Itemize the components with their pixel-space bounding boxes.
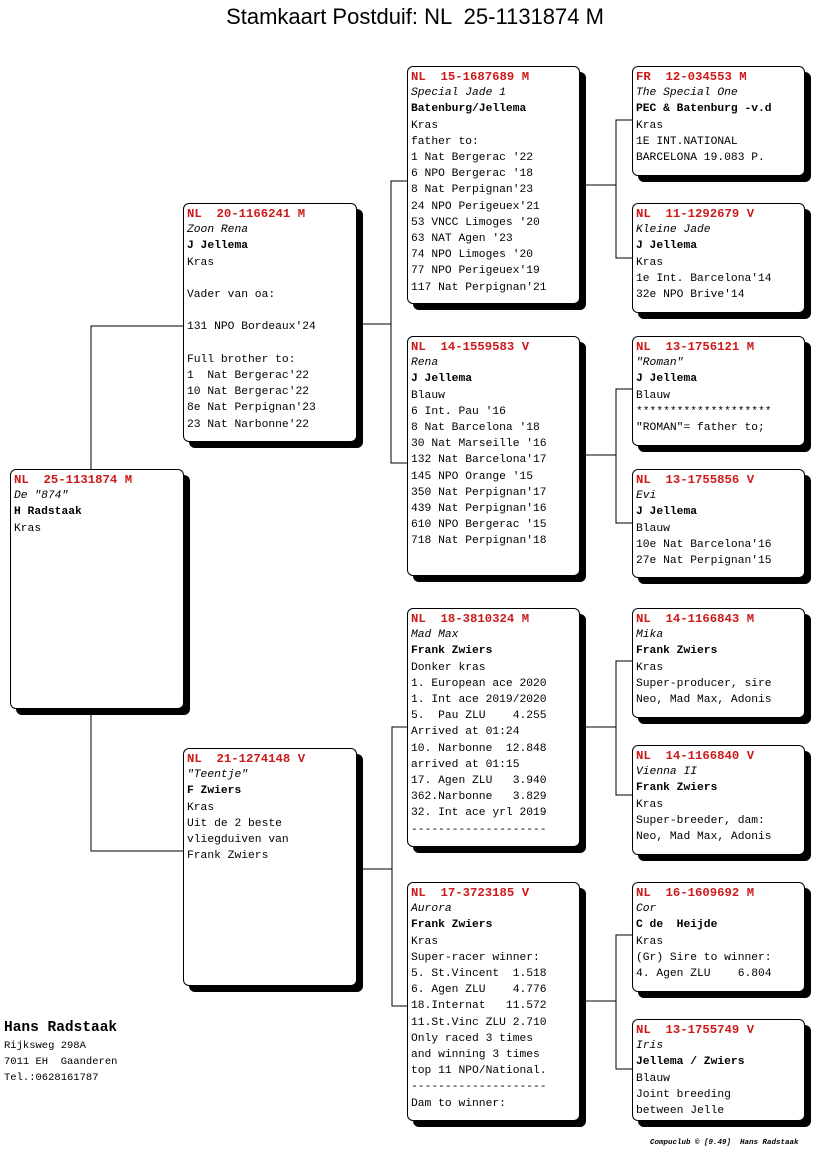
- pigeon-name: Zoon Rena: [187, 224, 249, 237]
- breeder: F Zwiers: [187, 785, 242, 798]
- color: Kras: [411, 935, 439, 948]
- pigeon-name: Cor: [636, 903, 657, 916]
- note-line: 131 NPO Bordeaux'24: [187, 321, 316, 334]
- note-line: 145 NPO Orange '15: [411, 470, 534, 483]
- note-line: 24 NPO Perigeuex'21: [411, 200, 540, 213]
- note-line: 8 Nat Perpignan'23: [411, 184, 534, 197]
- note-line: father to:: [411, 135, 479, 148]
- note-line: 10. Narbonne 12.848: [411, 742, 547, 755]
- footer-credit: Compuclub © [9.49] Hans Radstaak: [650, 1139, 799, 1147]
- pigeon-name: Aurora: [411, 903, 452, 916]
- notes: [636, 404, 801, 436]
- pedigree-card-fm[interactable]: [407, 336, 580, 576]
- note-line: Dam to winner:: [411, 1097, 506, 1110]
- pedigree-card-fff[interactable]: [632, 66, 805, 176]
- breeder: PEC & Batenburg -v.d: [636, 103, 772, 116]
- breeder: J Jellema: [636, 373, 698, 386]
- note-line: --------------------: [411, 823, 547, 836]
- ring-number: NL 14-1166840 V: [636, 749, 755, 763]
- note-line: Super-breeder, dam:: [636, 814, 765, 827]
- note-line: 1 Nat Bergerac '22: [411, 152, 534, 165]
- color: Blauw: [636, 1072, 670, 1085]
- pedigree-card-mm[interactable]: [407, 882, 580, 1121]
- pedigree-card-mother[interactable]: [183, 748, 357, 986]
- color: Blauw: [636, 522, 670, 535]
- breeder: Frank Zwiers: [636, 782, 718, 795]
- ring-number: NL 14-1559583 V: [411, 340, 530, 354]
- pedigree-card-fmf[interactable]: [632, 336, 805, 446]
- color: Kras: [636, 935, 664, 948]
- note-line: and winning 3 times: [411, 1049, 540, 1062]
- color: Blauw: [636, 389, 670, 402]
- breeder: J Jellema: [636, 506, 698, 519]
- pedigree-card-ff[interactable]: [407, 66, 580, 304]
- notes: [187, 271, 353, 433]
- notes: [636, 950, 801, 982]
- note-line: arrived at 01:15: [411, 758, 520, 771]
- note-line: --------------------: [411, 1081, 547, 1094]
- breeder: J Jellema: [636, 240, 698, 253]
- note-line: 8e Nat Perpignan'23: [187, 402, 316, 415]
- pedigree-card-mff[interactable]: [632, 608, 805, 718]
- pigeon-name: De "874": [14, 490, 69, 503]
- color: Kras: [636, 119, 664, 132]
- breeder: Batenburg/Jellema: [411, 103, 527, 116]
- note-line: BARCELONA 19.083 P.: [636, 152, 765, 165]
- note-line: (Gr) Sire to winner:: [636, 951, 772, 964]
- note-line: 27e Nat Perpignan'15: [636, 555, 772, 568]
- note-line: 1 Nat Bergerac'22: [187, 370, 310, 383]
- breeder: C de Heijde: [636, 919, 718, 932]
- note-line: Neo, Mad Max, Adonis: [636, 831, 772, 844]
- color: Blauw: [411, 389, 445, 402]
- note-line: 18.Internat 11.572: [411, 1000, 547, 1013]
- ring-number: NL 13-1756121 M: [636, 340, 755, 354]
- note-line: 6 Int. Pau '16: [411, 405, 506, 418]
- pigeon-name: Vienna II: [636, 766, 698, 779]
- note-line: between Jelle: [636, 1105, 725, 1118]
- color: Donker kras: [411, 661, 486, 674]
- note-line: 132 Nat Barcelona'17: [411, 454, 547, 467]
- breeder: Frank Zwiers: [636, 645, 718, 658]
- note-line: Vader van oa:: [187, 289, 276, 302]
- ring-number: NL 18-3810324 M: [411, 612, 530, 626]
- note-line: Neo, Mad Max, Adonis: [636, 694, 772, 707]
- note-line: [187, 336, 353, 352]
- color: Kras: [14, 522, 42, 535]
- breeder: J Jellema: [411, 373, 473, 386]
- owner-phone: Tel.:0628161787: [4, 1072, 99, 1084]
- note-line: 1E INT.NATIONAL: [636, 135, 738, 148]
- pigeon-name: Mika: [636, 629, 664, 642]
- page-title: Stamkaart Postduif: NL 25-1131874 M: [226, 4, 604, 29]
- note-line: 350 Nat Perpignan'17: [411, 486, 547, 499]
- note-line: 53 VNCC Limoges '20: [411, 216, 540, 229]
- pigeon-name: Kleine Jade: [636, 224, 711, 237]
- note-line: 32. Int ace yrl 2019: [411, 807, 547, 820]
- notes: [411, 404, 576, 550]
- note-line: 1e Int. Barcelona'14: [636, 272, 772, 285]
- pigeon-name: Rena: [411, 357, 439, 370]
- pedigree-card-ffm[interactable]: [632, 203, 805, 313]
- note-line: 77 NPO Perigeuex'19: [411, 265, 540, 278]
- notes: [187, 816, 353, 865]
- note-line: Super-producer, sire: [636, 677, 772, 690]
- note-line: Super-racer winner:: [411, 951, 540, 964]
- note-line: Only raced 3 times: [411, 1032, 534, 1045]
- pedigree-card-mfm[interactable]: [632, 745, 805, 855]
- breeder: Frank Zwiers: [411, 919, 493, 932]
- breeder: H Radstaak: [14, 506, 82, 519]
- pedigree-card-mmf[interactable]: [632, 882, 805, 992]
- note-line: [187, 271, 353, 287]
- note-line: 8 Nat Barcelona '18: [411, 422, 540, 435]
- notes: [636, 134, 801, 166]
- note-line: 610 NPO Bergerac '15: [411, 519, 547, 532]
- owner-info: [4, 1018, 117, 1086]
- notes: [636, 676, 801, 708]
- notes: [411, 134, 576, 296]
- notes: [411, 676, 576, 838]
- notes: [636, 537, 801, 569]
- note-line: 23 Nat Narbonne'22: [187, 418, 310, 431]
- note-line: 1. European ace 2020: [411, 677, 547, 690]
- pedigree-card-mf[interactable]: [407, 608, 580, 847]
- note-line: 718 Nat Perpignan'18: [411, 535, 547, 548]
- pigeon-name: The Special One: [636, 87, 738, 100]
- notes: [636, 813, 801, 845]
- color: Kras: [636, 661, 664, 674]
- note-line: "ROMAN"= father to;: [636, 422, 765, 435]
- pigeon-name: "Roman": [636, 357, 684, 370]
- pedigree-card-father[interactable]: [183, 203, 357, 442]
- owner-address: Rijksweg 298A: [4, 1040, 86, 1052]
- pigeon-name: Evi: [636, 490, 657, 503]
- ring-number: NL 14-1166843 M: [636, 612, 755, 626]
- pedigree-card-fmm[interactable]: [632, 469, 805, 578]
- ring-number: NL 13-1755749 V: [636, 1023, 755, 1037]
- ring-number: NL 20-1166241 M: [187, 207, 306, 221]
- pigeon-name: Special Jade 1: [411, 87, 506, 100]
- note-line: top 11 NPO/National.: [411, 1065, 547, 1078]
- note-line: 10e Nat Barcelona'16: [636, 538, 772, 551]
- owner-name: Hans Radstaak: [4, 1020, 118, 1036]
- note-line: 6. Agen ZLU 4.776: [411, 984, 547, 997]
- note-line: 362.Narbonne 3.829: [411, 791, 547, 804]
- note-line: 5. Pau ZLU 4.255: [411, 710, 547, 723]
- color: Kras: [636, 798, 664, 811]
- ring-number: NL 21-1274148 V: [187, 752, 306, 766]
- pigeon-name: Iris: [636, 1040, 664, 1053]
- note-line: 439 Nat Perpignan'16: [411, 503, 547, 516]
- ring-number: NL 11-1292679 V: [636, 207, 755, 221]
- ring-number: NL 16-1609692 M: [636, 886, 755, 900]
- note-line: 32e NPO Brive'14: [636, 289, 745, 302]
- note-line: Uit de 2 beste: [187, 817, 282, 830]
- note-line: vliegduiven van: [187, 834, 289, 847]
- ring-number: NL 17-3723185 V: [411, 886, 530, 900]
- notes: [636, 271, 801, 303]
- note-line: 30 Nat Marseille '16: [411, 438, 547, 451]
- note-line: 117 Nat Perpignan'21: [411, 281, 547, 294]
- breeder: Jellema / Zwiers: [636, 1056, 745, 1069]
- color: Kras: [636, 256, 664, 269]
- note-line: 17. Agen ZLU 3.940: [411, 775, 547, 788]
- note-line: [187, 303, 353, 319]
- ring-number: NL 15-1687689 M: [411, 70, 530, 84]
- pigeon-name: "Teentje": [187, 769, 249, 782]
- note-line: ********************: [636, 405, 772, 418]
- note-line: 5. St.Vincent 1.518: [411, 968, 547, 981]
- color: Kras: [411, 119, 439, 132]
- breeder: Frank Zwiers: [411, 645, 493, 658]
- pedigree-card-mmm[interactable]: [632, 1019, 805, 1121]
- note-line: Frank Zwiers: [187, 850, 269, 863]
- ring-number: NL 25-1131874 M: [14, 473, 133, 487]
- notes: [411, 950, 576, 1112]
- color: Kras: [187, 256, 215, 269]
- note-line: Arrived at 01:24: [411, 726, 520, 739]
- breeder: J Jellema: [187, 240, 249, 253]
- pedigree-card-subject[interactable]: [10, 469, 184, 709]
- note-line: 4. Agen ZLU 6.804: [636, 968, 772, 981]
- owner-city: 7011 EH Gaanderen: [4, 1056, 118, 1068]
- note-line: Joint breeding: [636, 1088, 731, 1101]
- note-line: Full brother to:: [187, 353, 296, 366]
- note-line: 10 Nat Bergerac'22: [187, 386, 310, 399]
- notes: [636, 1087, 801, 1119]
- note-line: 11.St.Vinc ZLU 2.710: [411, 1016, 547, 1029]
- ring-number: FR 12-034553 M: [636, 70, 747, 84]
- note-line: 74 NPO Limoges '20: [411, 249, 534, 262]
- color: Kras: [187, 801, 215, 814]
- pigeon-name: Mad Max: [411, 629, 459, 642]
- note-line: 1. Int ace 2019/2020: [411, 694, 547, 707]
- note-line: 63 NAT Agen '23: [411, 233, 513, 246]
- note-line: 6 NPO Bergerac '18: [411, 168, 534, 181]
- ring-number: NL 13-1755856 V: [636, 473, 755, 487]
